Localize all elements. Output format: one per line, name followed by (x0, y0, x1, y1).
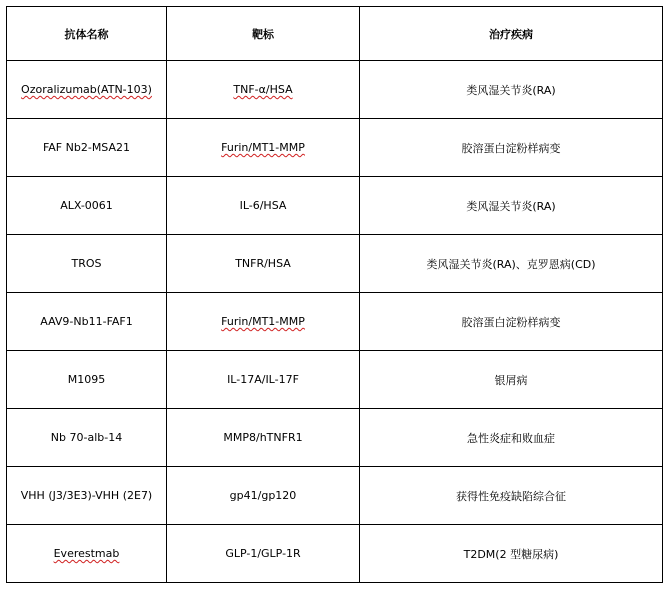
header-target: 靶标 (167, 7, 360, 61)
antibody-name: Ozoralizumab(ATN-103) (21, 83, 152, 96)
antibody-name-cell (7, 61, 167, 119)
table-row (7, 293, 663, 351)
disease-cell: 类风湿关节炎(RA) (360, 177, 663, 235)
target: Furin/MT1-MMP (221, 141, 305, 154)
table-row (7, 235, 663, 293)
disease-cell: 获得性免疫缺陷综合征 (360, 467, 663, 525)
antibody-name-cell (7, 525, 167, 583)
target-cell (167, 293, 360, 351)
antibody-name-cell: ALX-0061 (7, 177, 167, 235)
antibody-name-cell: Nb 70-alb-14 (7, 409, 167, 467)
disease-cell: T2DM(2 型糖尿病) (360, 525, 663, 583)
table-header-row (7, 7, 663, 61)
header-antibody-name: 抗体名称 (7, 7, 167, 61)
antibody-name-cell: FAF Nb2-MSA21 (7, 119, 167, 177)
target: TNF-α/HSA (233, 83, 293, 96)
table-row (7, 409, 663, 467)
disease-cell: 胶溶蛋白淀粉样病变 (360, 293, 663, 351)
target-cell: gp41/gp120 (167, 467, 360, 525)
target-cell: IL-17A/IL-17F (167, 351, 360, 409)
table-row (7, 119, 663, 177)
disease-cell: 类风湿关节炎(RA) (360, 61, 663, 119)
target-cell: MMP8/hTNFR1 (167, 409, 360, 467)
target-cell: IL-6/HSA (167, 177, 360, 235)
table-row (7, 525, 663, 583)
disease-cell: 银屑病 (360, 351, 663, 409)
table-row (7, 467, 663, 525)
target-cell: TNFR/HSA (167, 235, 360, 293)
target: Furin/MT1-MMP (221, 315, 305, 328)
table-row (7, 61, 663, 119)
disease-cell: 胶溶蛋白淀粉样病变 (360, 119, 663, 177)
table-row (7, 351, 663, 409)
target-cell: GLP-1/GLP-1R (167, 525, 360, 583)
disease-cell: 类风湿关节炎(RA)、克罗恩病(CD) (360, 235, 663, 293)
table-row (7, 177, 663, 235)
antibody-name-cell: M1095 (7, 351, 167, 409)
header-disease: 治疗疾病 (360, 7, 663, 61)
target-cell (167, 119, 360, 177)
antibody-name-cell: AAV9-Nb11-FAF1 (7, 293, 167, 351)
antibody-name: Everestmab (53, 547, 120, 560)
target-cell (167, 61, 360, 119)
disease-cell: 急性炎症和败血症 (360, 409, 663, 467)
antibody-table (6, 6, 663, 583)
antibody-name-cell: VHH (J3/3E3)-VHH (2E7) (7, 467, 167, 525)
antibody-name-cell: TROS (7, 235, 167, 293)
